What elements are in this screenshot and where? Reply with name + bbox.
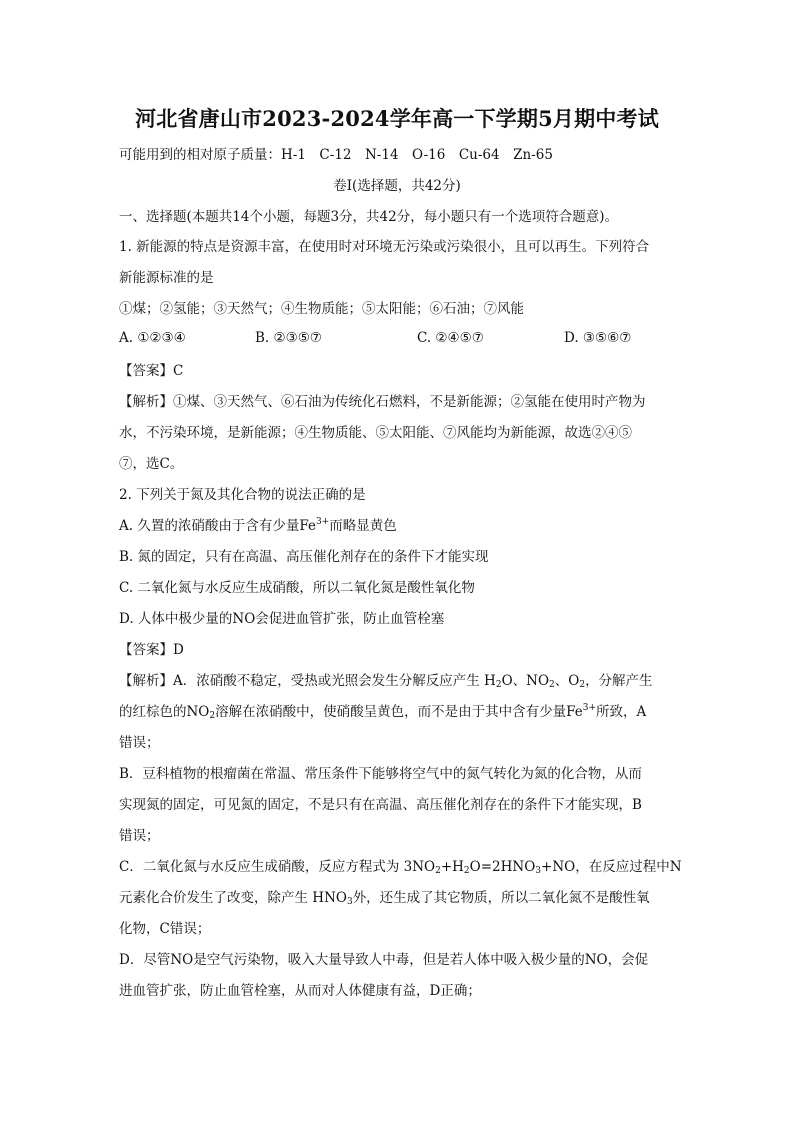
q2-analysis-d-line-1: D．尽管NO是空气污染物，吸入大量导致人中毒，但是若人体中吸入极少量的NO，会促: [119, 952, 649, 968]
q2-answer: 【答案】D: [119, 642, 184, 658]
text-run: ，分解产生: [585, 673, 653, 689]
q2-option-a: [119, 516, 679, 536]
text-run: O=2HNO: [469, 859, 536, 875]
text-run: +NO，在反应过程中N: [541, 859, 682, 875]
q2-stem: 2. 下列关于氮及其化合物的说法正确的是: [119, 487, 366, 503]
subscript: 2: [463, 866, 470, 876]
q2-option-c: C. 二氧化氮与水反应生成硝酸，所以二氧化氮是酸性氧化物: [119, 580, 475, 596]
text-run: 、O: [554, 673, 580, 689]
page-title: 河北省唐山市2023-2024学年高一下学期5月期中考试: [135, 106, 659, 131]
q2-analysis-c-line-1: [119, 857, 682, 877]
subscript: 3: [535, 866, 542, 876]
q2-option-b: B. 氮的固定，只有在高温、高压催化剂存在的条件下才能实现: [119, 549, 489, 565]
q2-analysis-b-line-2: 实现氮的固定，可见氮的固定，不是只有在高温、高压催化剂存在的条件下才能实现，B: [119, 797, 642, 813]
subscript: 2: [209, 711, 216, 721]
q2-analysis-a-line-2: [119, 702, 679, 722]
q1-items: ①煤；②氢能；③天然气；④生物质能；⑤太阳能；⑥石油；⑦风能: [119, 301, 524, 317]
q1-analysis-line-1: 【解析】①煤、③天然气、⑥石油为传统化石燃料，不是新能源；②氢能在使用时产物为: [119, 394, 646, 410]
text-run: 溶解在浓硝酸中，使硝酸呈黄色，而不是由于其中含有少量Fe: [215, 704, 583, 720]
q2-analysis-c-line-2: [119, 888, 679, 908]
q1-option-d: D. ③⑤⑥⑦: [564, 330, 632, 346]
text-run: 所致，A: [596, 704, 647, 720]
q1-answer: 【答案】C: [119, 363, 184, 379]
q2-analysis-a-line-3: 错误；: [119, 735, 160, 751]
superscript: 3+: [582, 703, 597, 713]
atomic-mass-line: 可能用到的相对原子质量：H-1 C-12 N-14 O-16 Cu-64 Zn-65: [119, 147, 553, 163]
volume-heading: 卷Ⅰ(选择题，共42分): [333, 178, 461, 194]
text-run: 【解析】A．浓硝酸不稳定，受热或光照会发生分解反应产生 H: [119, 673, 496, 689]
text-run: 外，还生成了其它物质，所以二氧化氮不是酸性氧: [352, 890, 650, 906]
q1-stem-line-2: 新能源标准的是: [119, 270, 214, 286]
subscript: 3: [346, 897, 353, 907]
subscript: 2: [549, 680, 555, 690]
q1-option-c: C. ②④⑤⑦: [417, 330, 484, 346]
q1-analysis-line-2: 水，不污染环境，是新能源；④生物质能、⑤太阳能、⑦风能均为新能源，故选②④⑤: [119, 425, 632, 441]
text-run: 的红棕色的NO: [119, 704, 210, 720]
q1-option-b: B. ②③⑤⑦: [255, 330, 322, 346]
text-run: +H: [440, 859, 464, 875]
q2-option-a-charge: 3+: [315, 517, 330, 527]
q2-analysis-b-line-3: 错误；: [119, 828, 160, 844]
q2-option-d: D. 人体中极少量的NO会促进血管扩张，防止血管栓塞: [119, 611, 445, 627]
q2-analysis-b-line-1: B．豆科植物的根瘤菌在常温、常压条件下能够将空气中的氮气转化为氮的化合物，从而: [119, 766, 642, 782]
section-heading: 一、选择题(本题共14个小题，每题3分，共42分，每小题只有一个选项符合题意)。: [119, 209, 618, 225]
subscript: 2: [579, 680, 586, 690]
q2-option-a-text: A. 久置的浓硝酸由于含有少量Fe: [119, 518, 316, 534]
q2-analysis-a-line-1: [119, 671, 679, 691]
q1-stem-line-1: 1. 新能源的特点是资源丰富，在使用时对环境无污染或污染很小，且可以再生。下列符合: [119, 239, 650, 255]
subscript: 2: [495, 680, 502, 690]
q2-analysis-c-line-3: 化物，C错误；: [119, 921, 211, 937]
q1-option-a: A. ①②③④: [119, 330, 186, 346]
q2-option-a-tail: 而略显黄色: [329, 518, 397, 534]
text-run: 元素化合价发生了改变，除产生 HNO: [119, 890, 347, 906]
text-run: O、NO: [501, 673, 550, 689]
q1-analysis-line-3: ⑦，选C。: [119, 456, 184, 472]
subscript: 2: [435, 866, 441, 876]
text-run: C．二氧化氮与水反应生成硝酸，反应方程式为 3NO: [119, 859, 436, 875]
q2-analysis-d-line-2: 进血管扩张，防止血管栓塞，从而对人体健康有益，D正确；: [119, 983, 481, 999]
